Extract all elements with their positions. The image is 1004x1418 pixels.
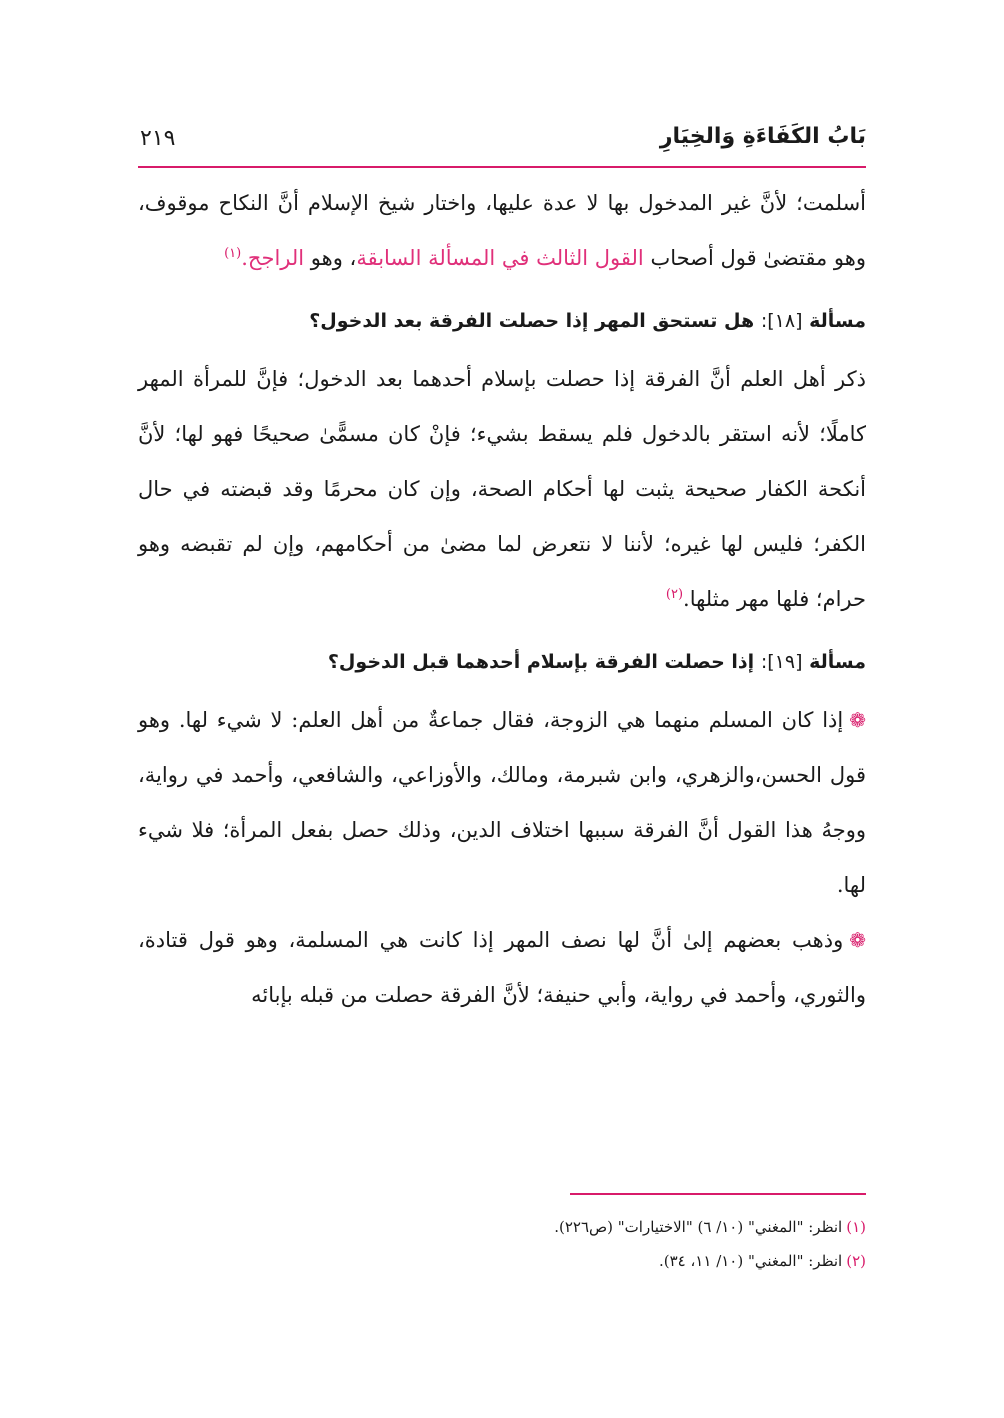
- paragraph-2: [138, 352, 866, 627]
- footnote-divider: [570, 1193, 866, 1195]
- footnote-1: [138, 1210, 866, 1244]
- issue-number: [١٨]:: [760, 310, 803, 332]
- footnote-2: [138, 1244, 866, 1278]
- paragraph-text: ، وهو: [304, 246, 357, 270]
- header-divider: [138, 166, 866, 168]
- highlighted-reference: القول الثالث في المسألة السابقة: [356, 246, 644, 270]
- issue-question: إذا حصلت الفرقة بإسلام أحدهما قبل الدخول؟: [327, 651, 755, 673]
- footnote-ref-1[interactable]: (١): [224, 246, 242, 261]
- paragraph-text: إذا كان المسلم منهما هي الزوجة، فقال جماعةٌ من أهل العلم: لا شيء لها. وهو قول الحسن،والزهري، وابن شبرمة، ومالك، والأوزاعي، والشافعي، وأحمد في رواية، ووجهُ هذا القول أنَّ الفرقة سببها اختلاف الدين، وذلك حصل بفعل المرأة؛ فلا شيء لها.: [138, 708, 866, 897]
- issue-heading-18: [138, 296, 866, 346]
- flower-bullet-icon: ❁: [849, 928, 866, 952]
- footnote-mark: (٢): [846, 1252, 866, 1270]
- page-body: [138, 176, 866, 1023]
- footnote-text: انظر: "المغني" (١٠/ ٦) "الاختيارات" (ص٢٢٦).: [554, 1218, 843, 1236]
- page-header: [138, 118, 866, 168]
- footnote-text: انظر: "المغني" (١٠/ ١١، ٣٤).: [658, 1252, 843, 1270]
- footnotes: [138, 1210, 866, 1278]
- paragraph-text: أسلمت؛ لأنَّ غير المدخول بها لا عدة عليها، واختار شيخ الإسلام أنَّ النكاح موقوف، وهو مقتضىٰ قول أصحاب: [138, 191, 866, 270]
- paragraph-1: [138, 176, 866, 286]
- paragraph-text: ذكر أهل العلم أنَّ الفرقة إذا حصلت بإسلام أحدهما بعد الدخول؛ فإنَّ للمرأة المهر كاملًا؛ لأنه استقر بالدخول فلم يسقط بشيء؛ فإنْ كان مسمًّىٰ صحيحًا فهو لها؛ لأنَّ أنكحة الكفار صحيحة يثبت لها أحكام الصحة، وإن كان محرمًا وقد قبضته في حال الكفر؛ فليس لها غيره؛ لأننا لا نتعرض لما مضىٰ من أحكامهم، وإن لم تقبضه وهو حرام؛ فلها مهر مثلها.: [138, 367, 866, 611]
- paragraph-text: وذهب بعضهم إلىٰ أنَّ لها نصف المهر إذا كانت هي المسلمة، وهو قول قتادة، والثوري، وأحمد في رواية، وأبي حنيفة؛ لأنَّ الفرقة حصلت من قبله بإبائه: [138, 928, 866, 1007]
- chapter-title: بَابُ الكَفَاءَةِ وَالخِيَارِ: [659, 124, 866, 149]
- issue-label: مسألة: [809, 310, 866, 332]
- issue-label: مسألة: [809, 651, 866, 673]
- issue-heading-19: [138, 637, 866, 687]
- issue-number: [١٩]:: [760, 651, 803, 673]
- page-number: ٢١٩: [140, 126, 176, 151]
- footnote-mark: (١): [846, 1218, 866, 1236]
- highlighted-term: الراجح: [247, 246, 305, 270]
- footnote-ref-2[interactable]: (٢): [665, 587, 684, 602]
- flower-bullet-icon: ❁: [849, 708, 866, 732]
- paragraph-3: [138, 693, 866, 913]
- paragraph-4: [138, 913, 866, 1023]
- issue-question: هل تستحق المهر إذا حصلت الفرقة بعد الدخول؟: [309, 310, 755, 332]
- sentence-end: .: [241, 246, 248, 270]
